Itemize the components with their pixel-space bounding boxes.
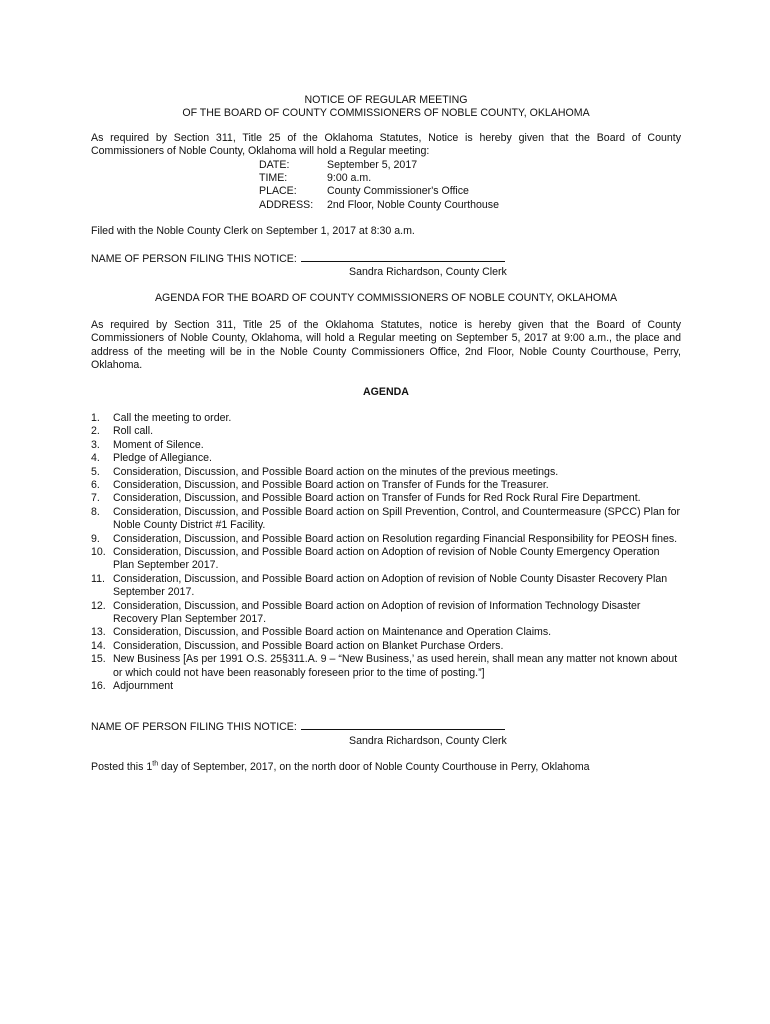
list-item <box>91 573 681 600</box>
notice-title <box>91 94 681 121</box>
item-text: Roll call. <box>113 425 154 438</box>
address-value: 2nd Floor, Noble County Courthouse <box>327 198 499 211</box>
meeting-details <box>259 159 681 213</box>
item-text: Consideration, Discussion, and Possible Board action on Maintenance and Operation Claims. <box>113 626 552 639</box>
item-number: 6. <box>91 478 100 491</box>
agenda-heading: AGENDA <box>363 385 409 398</box>
item-number: 8. <box>91 505 100 518</box>
item-number: 9. <box>91 532 100 545</box>
posted-prefix: Posted this 1 <box>91 761 153 774</box>
document-body <box>91 94 681 775</box>
list-item <box>91 626 681 639</box>
item-text: Consideration, Discussion, and Possible Board action on Blanket Purchase Orders. <box>113 639 504 652</box>
agenda-signature-line <box>301 720 505 730</box>
list-item <box>91 439 681 452</box>
time-label: TIME: <box>259 172 288 185</box>
item-text: Consideration, Discussion, and Possible Board action on Transfer of Funds for Red Rock Rural Fire Department. <box>113 492 641 505</box>
list-item <box>91 492 681 505</box>
item-text: Adjournment <box>113 680 174 693</box>
date-value: September 5, 2017 <box>327 158 418 171</box>
agenda-intro: As required by Section 311, Title 25 of the Oklahoma Statutes, notice is hereby given that the Board of County Commissioners of Noble County, Oklahoma, will hold a Regular meeting on September 5, 2017 at 9:00 a.m., the place and address of the meeting will be in the Noble County Commissioners Office, 2nd Floor, Noble County Courthouse, Perry, Oklahoma. <box>91 318 681 372</box>
agenda-filer-name: Sandra Richardson, County Clerk <box>349 734 507 747</box>
notice-title-line-1: NOTICE OF REGULAR MEETING <box>304 94 468 106</box>
item-number: 3. <box>91 438 100 451</box>
item-number: 2. <box>91 425 100 438</box>
list-item <box>91 506 681 533</box>
filer-name: Sandra Richardson, County Clerk <box>349 266 507 279</box>
address-label: ADDRESS: <box>259 198 314 211</box>
item-number: 13. <box>91 626 106 639</box>
item-number: 4. <box>91 452 100 465</box>
item-number: 7. <box>91 492 100 505</box>
list-item <box>91 653 681 680</box>
item-text: Pledge of Allegiance. <box>113 452 212 465</box>
filed-line: Filed with the Noble County Clerk on September 1, 2017 at 8:30 a.m. <box>91 225 415 238</box>
time-value: 9:00 a.m. <box>327 172 372 185</box>
item-number: 10. <box>91 545 106 558</box>
item-number: 1. <box>91 411 100 424</box>
agenda-title: AGENDA FOR THE BOARD OF COUNTY COMMISSIONERS OF NOBLE COUNTY, OKLAHOMA <box>154 292 618 305</box>
item-number: 16. <box>91 680 106 693</box>
agenda-list <box>91 412 681 694</box>
posted-ordinal: th <box>152 760 159 768</box>
list-item <box>91 466 681 479</box>
place-value: County Commissioner's Office <box>327 185 469 198</box>
item-number: 15. <box>91 653 106 666</box>
list-item <box>91 425 681 438</box>
signature-line <box>301 252 505 262</box>
list-item <box>91 479 681 492</box>
item-text: Consideration, Discussion, and Possible Board action on Adoption of revision of Information Technology Disaster Recovery Plan September 2017. <box>113 599 641 625</box>
agenda-filer-row <box>91 720 681 734</box>
item-text: Consideration, Discussion, and Possible Board action on the minutes of the previous meetings. <box>113 465 559 478</box>
item-text: Moment of Silence. <box>113 438 204 451</box>
list-item <box>91 600 681 627</box>
item-text: Call the meeting to order. <box>113 411 232 424</box>
item-number: 5. <box>91 465 100 478</box>
place-label: PLACE: <box>259 185 297 198</box>
item-text: Consideration, Discussion, and Possible Board action on Resolution regarding Financial Responsibility for PEOSH fines. <box>113 532 678 545</box>
agenda-filer-label: NAME OF PERSON FILING THIS NOTICE: <box>91 721 297 734</box>
list-item <box>91 546 681 573</box>
item-text: Consideration, Discussion, and Possible Board action on Spill Prevention, Control, and Countermeasure (SPCC) Plan for Noble County District #1 Facility. <box>113 505 681 532</box>
item-text: Consideration, Discussion, and Possible Board action on Adoption of revision of Noble County Disaster Recovery Plan September 2017. <box>113 572 668 599</box>
date-label: DATE: <box>259 158 290 171</box>
notice-title-line-2: OF THE BOARD OF COUNTY COMMISSIONERS OF NOBLE COUNTY, OKLAHOMA <box>182 107 590 120</box>
item-text: New Business [As per 1991 O.S. 25§311.A. 9 – “New Business,’ as used herein, shall mean any matter not known about or which could not have been reasonably foreseen prior to the time of posting.”] <box>113 653 678 679</box>
posted-suffix: day of September, 2017, on the north door of Noble County Courthouse in Perry, Oklahoma <box>158 761 590 774</box>
notice-intro: As required by Section 311, Title 25 of the Oklahoma Statutes, Notice is hereby given that the Board of County Commissioners of Noble County, Oklahoma will hold a Regular meeting: <box>91 131 681 158</box>
list-item <box>91 640 681 653</box>
list-item <box>91 452 681 465</box>
filer-row <box>91 252 681 266</box>
list-item <box>91 533 681 546</box>
list-item <box>91 412 681 425</box>
item-text: Consideration, Discussion, and Possible Board action on Transfer of Funds for the Treasurer. <box>113 478 549 491</box>
item-number: 14. <box>91 639 106 652</box>
item-number: 12. <box>91 599 106 612</box>
item-number: 11. <box>91 572 105 585</box>
list-item <box>91 680 681 693</box>
filer-label: NAME OF PERSON FILING THIS NOTICE: <box>91 252 297 265</box>
posted-line <box>91 761 681 774</box>
item-text: Consideration, Discussion, and Possible Board action on Adoption of revision of Noble County Emergency Operation Plan September 2017. <box>113 545 660 572</box>
